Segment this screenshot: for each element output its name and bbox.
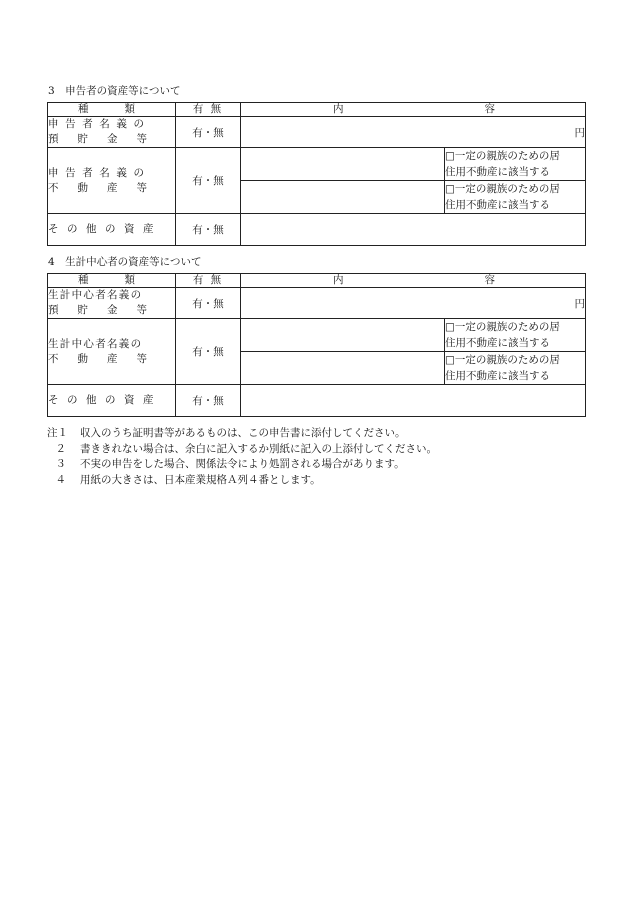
header-content: 内 容 bbox=[241, 103, 586, 117]
note-item: ４ 用紙の大きさは、日本産業規格Ａ列４番とします。 bbox=[55, 473, 321, 486]
table-header-row bbox=[48, 274, 586, 288]
real-estate-detail-field-2[interactable] bbox=[241, 181, 445, 214]
section-3-table bbox=[47, 102, 586, 246]
other-assets-label: その他の資産 bbox=[48, 385, 176, 417]
savings-label: 生計中心者名義の 預貯金等 bbox=[48, 288, 176, 319]
savings-amount-field[interactable]: 円 bbox=[241, 288, 586, 319]
other-assets-field[interactable] bbox=[241, 385, 586, 417]
row-other-assets bbox=[48, 385, 586, 417]
real-estate-checkbox-2[interactable]: □一定の親族のための居 住用不動産に該当する bbox=[445, 181, 586, 214]
row-other-assets bbox=[48, 214, 586, 246]
header-content: 内 容 bbox=[241, 274, 586, 288]
other-assets-label: その他の資産 bbox=[48, 214, 176, 246]
real-estate-yes-no[interactable]: 有・無 bbox=[176, 148, 241, 214]
section-4-title: 4 生計中心者の資産等について bbox=[48, 256, 202, 268]
row-savings bbox=[48, 117, 586, 148]
real-estate-yes-no[interactable]: 有・無 bbox=[176, 319, 241, 385]
label-line-1: 申告者名義の bbox=[48, 118, 151, 130]
header-category: 種 類 bbox=[48, 103, 176, 117]
real-estate-label: 生計中心者名義の 不動産等 bbox=[48, 319, 176, 385]
section-4-table bbox=[47, 273, 586, 417]
savings-label bbox=[48, 117, 176, 148]
row-real-estate-1 bbox=[48, 319, 586, 352]
real-estate-checkbox-2[interactable]: □一定の親族のための居 住用不動産に該当する bbox=[445, 352, 586, 385]
savings-yes-no[interactable]: 有・無 bbox=[176, 117, 241, 148]
note-item: 注１ 収入のうち証明書等があるものは、この申告書に添付してください。 bbox=[47, 427, 406, 439]
other-assets-yes-no[interactable]: 有・無 bbox=[176, 214, 241, 246]
savings-amount-field[interactable]: 円 bbox=[241, 117, 586, 148]
real-estate-checkbox-1[interactable]: □一定の親族のための居 住用不動産に該当する bbox=[445, 148, 586, 181]
other-assets-field[interactable] bbox=[241, 214, 586, 246]
real-estate-detail-field-1[interactable] bbox=[241, 319, 445, 352]
notes bbox=[47, 426, 437, 488]
note-item: ３ 不実の申告をした場合、関係法令により処罰される場合があります。 bbox=[55, 458, 405, 470]
row-savings bbox=[48, 288, 586, 319]
table-header-row bbox=[48, 103, 586, 117]
real-estate-label: 申告者名義の 不動産等 bbox=[48, 148, 176, 214]
savings-yes-no[interactable]: 有・無 bbox=[176, 288, 241, 319]
other-assets-yes-no[interactable]: 有・無 bbox=[176, 385, 241, 417]
section-3-title: 3 申告者の資産等について bbox=[48, 85, 181, 97]
real-estate-detail-field-2[interactable] bbox=[241, 352, 445, 385]
header-yes-no: 有 無 bbox=[176, 274, 241, 288]
note-item: ２ 書ききれない場合は、余白に記入するか別紙に記入の上添付してください。 bbox=[55, 442, 437, 455]
real-estate-detail-field-1[interactable] bbox=[241, 148, 445, 181]
row-real-estate-1 bbox=[48, 148, 586, 181]
real-estate-checkbox-1[interactable]: □一定の親族のための居 住用不動産に該当する bbox=[445, 319, 586, 352]
header-yes-no: 有 無 bbox=[176, 103, 241, 117]
header-category: 種 類 bbox=[48, 274, 176, 288]
label-line-2: 預貯金等 bbox=[48, 133, 166, 145]
